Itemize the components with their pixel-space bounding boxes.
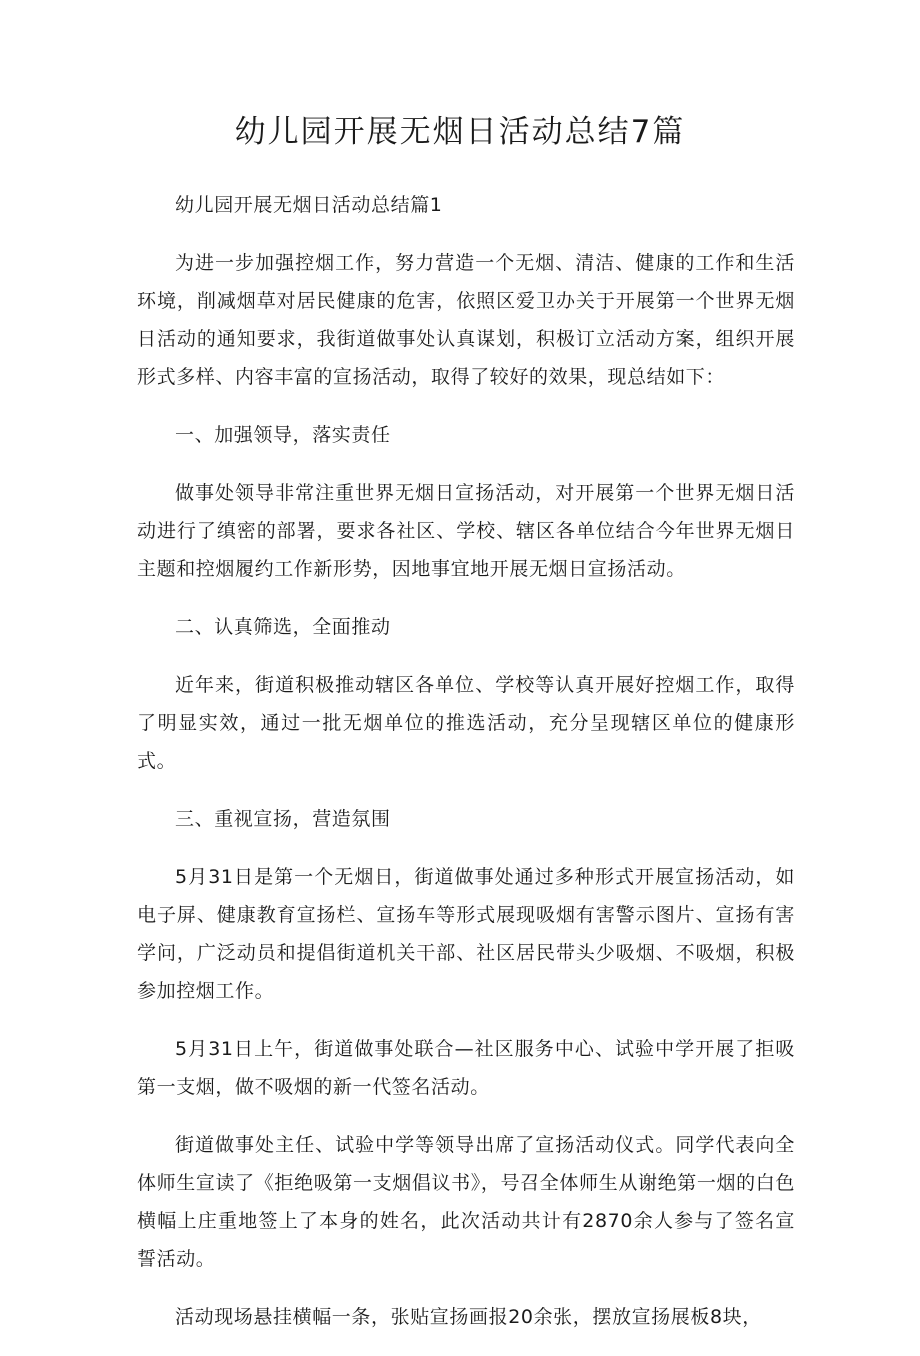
paragraph-promotion: 近年来，街道积极推动辖区各单位、学校等认真开展好控烟工作，取得了明显实效，通过一批无烟单位的推选活动，充分呈现辖区单位的健康形式。 bbox=[137, 674, 795, 772]
section-heading-1: 一、加强领导，落实责任 bbox=[175, 424, 391, 446]
paragraph-signing-event: 5月31日上午，街道做事处联合—社区服务中心、试验中学开展了拒吸第一支烟，做不吸烟的新一代签名活动。 bbox=[137, 1038, 795, 1098]
paragraph-intro: 为进一步加强控烟工作，努力营造一个无烟、清洁、健康的工作和生活环境，削减烟草对居民健康的危害，依照区爱卫办关于开展第一个世界无烟日活动的通知要求，我街道做事处认真谋划，积极订立活动方案，组织开展形式多样、内容丰富的宣扬活动，取得了较好的效果，现总结如下： bbox=[137, 252, 795, 388]
paragraph-banners: 活动现场悬挂横幅一条，张贴宣扬画报20余张，摆放宣扬展板8块， bbox=[175, 1306, 762, 1328]
paragraph-leadership: 做事处领导非常注重世界无烟日宣扬活动，对开展第一个世界无烟日活动进行了缜密的部署，要求各社区、学校、辖区各单位结合今年世界无烟日主题和控烟履约工作新形势，因地事宜地开展无烟日宣扬活动。 bbox=[137, 482, 795, 580]
paragraph-ceremony: 街道做事处主任、试验中学等领导出席了宣扬活动仪式。同学代表向全体师生宣读了《拒绝吸第一支烟倡议书》，号召全体师生从谢绝第一烟的白色横幅上庄重地签上了本身的姓名，此次活动共计有2870余人参与了签名宣誓活动。 bbox=[137, 1134, 795, 1270]
document-body bbox=[137, 186, 795, 1356]
section-heading-3: 三、重视宣扬，营造氛围 bbox=[175, 808, 391, 830]
document-title: 幼儿园开展无烟日活动总结7篇 bbox=[234, 114, 686, 150]
section-heading-2: 二、认真筛选，全面推动 bbox=[175, 616, 391, 638]
paragraph-no-smoking-day: 5月31日是第一个无烟日，街道做事处通过多种形式开展宣扬活动，如电子屏、健康教育宣扬栏、宣扬车等形式展现吸烟有害警示图片、宣扬有害学问，广泛动员和提倡街道机关干部、社区居民带头少吸烟、不吸烟，积极参加控烟工作。 bbox=[137, 866, 795, 1002]
section-subtitle: 幼儿园开展无烟日活动总结篇1 bbox=[175, 194, 443, 216]
